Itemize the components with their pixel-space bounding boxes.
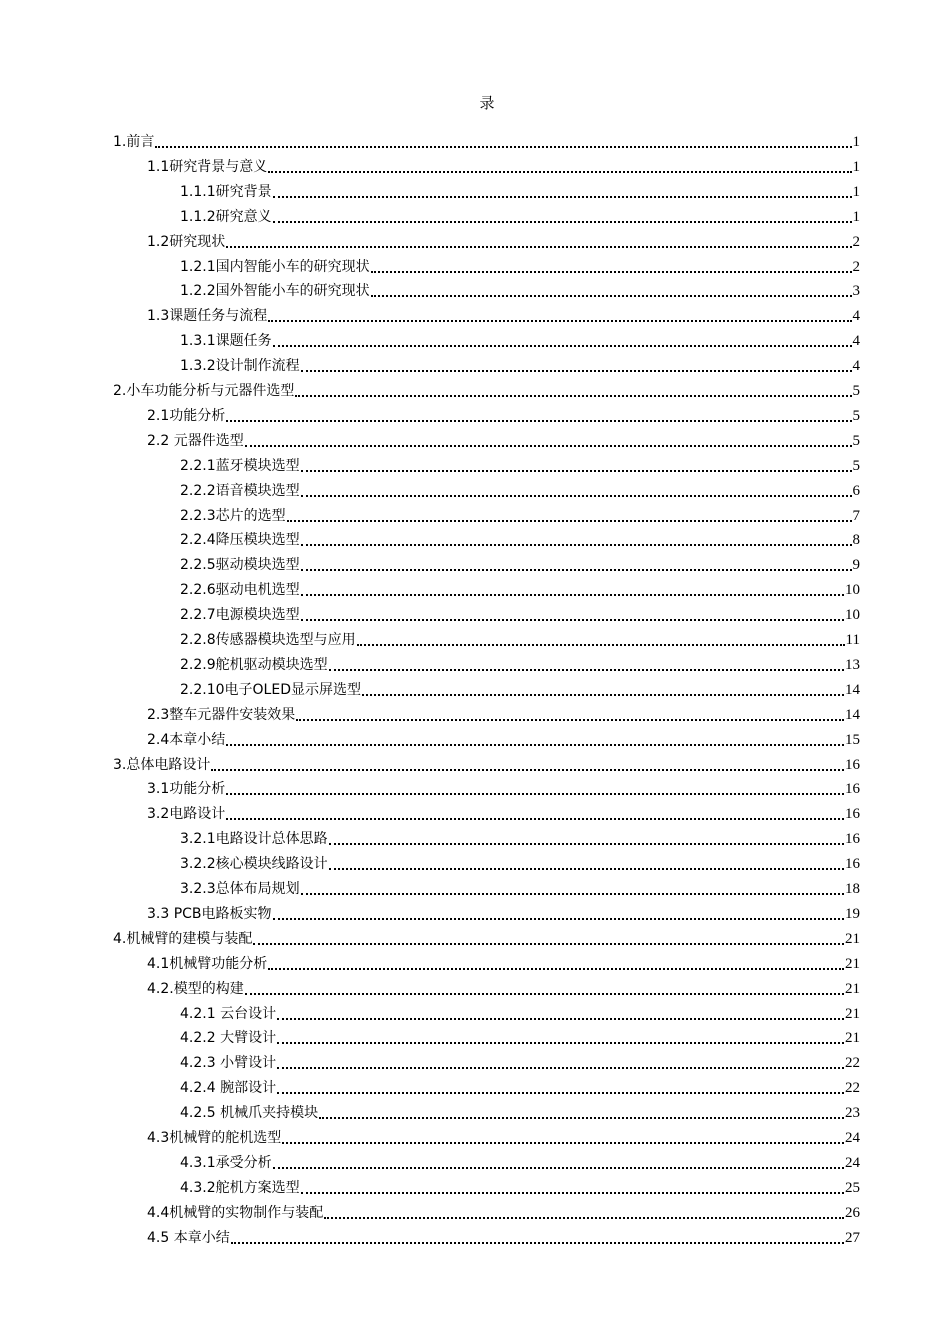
toc-entry-page-number: 5 <box>852 407 860 424</box>
dot-leader <box>231 1242 844 1244</box>
toc-entry-label: 2.2.1蓝牙模块选型 <box>180 457 300 474</box>
toc-entry-page-number: 5 <box>852 383 860 399</box>
toc-entry[interactable] <box>147 1123 860 1147</box>
toc-entry-page-number: 7 <box>852 507 860 524</box>
toc-entry-label: 4.2.2 大臂设计 <box>180 1030 277 1047</box>
toc-entry-page-number: 5 <box>852 432 860 449</box>
toc-entry-page-number: 13 <box>845 656 860 673</box>
toc-entry-label: 3.总体电路设计 <box>113 756 211 773</box>
toc-entry-label: 2.小车功能分析与元器件选型 <box>113 383 295 399</box>
toc-entry-page-number: 23 <box>845 1105 860 1122</box>
toc-entry-label: 1.前言 <box>113 134 155 150</box>
dot-leader <box>301 893 844 895</box>
toc-entry-label: 1.2.2国外智能小车的研究现状 <box>180 283 370 300</box>
toc-entry-label: 4.4机械臂的实物制作与装配 <box>147 1204 324 1221</box>
toc-entry-label: 4.2.3 小臂设计 <box>180 1055 277 1072</box>
toc-entry-label: 2.2.9舵机驱动模块选型 <box>180 656 328 673</box>
dot-leader <box>245 445 852 447</box>
dot-leader <box>301 470 852 472</box>
toc-entry[interactable] <box>147 974 860 998</box>
toc-entry-label: 2.2.7电源模块选型 <box>180 607 300 624</box>
dot-leader <box>273 196 852 198</box>
dot-leader <box>301 370 852 372</box>
toc-entry[interactable] <box>147 1198 860 1222</box>
toc-entry-page-number: 16 <box>845 856 860 873</box>
toc-entry[interactable] <box>113 376 860 400</box>
toc-entry-page-number: 1 <box>852 134 860 150</box>
toc-entry-page-number: 8 <box>852 532 860 549</box>
dot-leader <box>357 644 845 646</box>
dot-leader <box>295 395 851 397</box>
dot-leader <box>155 146 851 148</box>
toc-entry-label: 1.2.1国内智能小车的研究现状 <box>180 258 370 275</box>
toc-entry-page-number: 25 <box>845 1179 860 1196</box>
toc-entry[interactable] <box>147 899 860 923</box>
toc-entry-label: 3.2.3总体布局规划 <box>180 881 300 897</box>
toc-entry-label: 4.机械臂的建模与装配 <box>113 930 253 947</box>
dot-leader <box>371 295 852 297</box>
dot-leader <box>301 619 844 621</box>
dot-leader <box>287 520 852 522</box>
dot-leader <box>245 993 844 995</box>
toc-entry-label: 1.3.1课题任务 <box>180 333 272 350</box>
toc-entry[interactable] <box>147 725 860 749</box>
toc-entry[interactable] <box>180 1023 860 1047</box>
toc-entry-label: 2.2.4降压模块选型 <box>180 532 300 549</box>
dot-leader <box>301 569 852 571</box>
toc-entry-label: 2.1功能分析 <box>147 407 226 424</box>
toc-entry-label: 3.3 PCB电路板实物 <box>147 905 272 922</box>
toc-entry[interactable] <box>147 949 860 973</box>
dot-leader <box>362 694 844 696</box>
toc-entry[interactable] <box>180 276 860 300</box>
dot-leader <box>226 744 844 746</box>
toc-entry[interactable] <box>180 1173 860 1197</box>
toc-entry[interactable] <box>180 874 860 898</box>
toc-entry-label: 4.2.1 云台设计 <box>180 1005 277 1022</box>
dot-leader <box>329 868 844 870</box>
toc-entry[interactable] <box>180 600 860 624</box>
toc-entry-label: 4.3机械臂的舵机选型 <box>147 1130 282 1146</box>
toc-entry-page-number: 5 <box>852 457 860 474</box>
toc-entry-page-number: 10 <box>845 607 860 624</box>
toc-entry-page-number: 21 <box>845 1005 860 1022</box>
dot-leader <box>329 669 844 671</box>
dot-leader <box>226 420 851 422</box>
dot-leader <box>273 1167 844 1169</box>
toc-entry-label: 4.3.2舵机方案选型 <box>180 1179 300 1196</box>
dot-leader <box>211 769 844 771</box>
toc-entry-page-number: 19 <box>845 905 860 922</box>
toc-entry[interactable] <box>147 700 860 724</box>
toc-entry-label: 3.2.2核心模块线路设计 <box>180 856 328 873</box>
toc-entry-label: 4.1机械臂功能分析 <box>147 955 268 972</box>
toc-entry-label: 2.3整车元器件安装效果 <box>147 706 296 723</box>
toc-entry-page-number: 2 <box>852 233 860 250</box>
toc-entry-page-number: 16 <box>845 756 860 773</box>
toc-entry-label: 1.3课题任务与流程 <box>147 308 268 325</box>
toc-entry-page-number: 1 <box>852 158 860 175</box>
toc-entry[interactable] <box>147 401 860 425</box>
dot-leader <box>319 1117 844 1119</box>
dot-leader <box>301 495 852 497</box>
toc-entry[interactable] <box>147 301 860 325</box>
toc-entry-label: 3.2电路设计 <box>147 806 226 823</box>
dot-leader <box>296 719 844 721</box>
toc-entry-page-number: 24 <box>845 1154 860 1171</box>
dot-leader <box>282 1142 844 1144</box>
toc-entry[interactable] <box>180 999 860 1023</box>
dot-leader <box>301 544 852 546</box>
toc-entry-page-number: 16 <box>845 806 860 823</box>
dot-leader <box>273 918 844 920</box>
toc-entry-page-number: 21 <box>845 930 860 947</box>
dot-leader <box>268 171 851 173</box>
toc-entry-label: 4.5 本章小结 <box>147 1229 230 1246</box>
dot-leader <box>277 1067 844 1069</box>
dot-leader <box>268 320 851 322</box>
toc-entry-page-number: 4 <box>852 308 860 325</box>
toc-entry-page-number: 21 <box>845 980 860 997</box>
toc-entry-page-number: 22 <box>845 1055 860 1072</box>
toc-entry[interactable] <box>180 501 860 525</box>
toc-entry[interactable] <box>180 1098 860 1122</box>
toc-entry-label: 1.1研究背景与意义 <box>147 158 268 175</box>
toc-entry-page-number: 4 <box>852 333 860 350</box>
toc-entry-page-number: 15 <box>845 731 860 748</box>
dot-leader <box>277 1042 844 1044</box>
toc-entry[interactable] <box>113 924 860 948</box>
toc-entry[interactable] <box>147 1223 860 1247</box>
toc-entry-label: 4.3.1承受分析 <box>180 1154 272 1171</box>
dot-leader <box>329 843 844 845</box>
dot-leader <box>273 345 852 347</box>
toc-entry[interactable] <box>113 127 860 151</box>
toc-entry[interactable] <box>180 575 860 599</box>
toc-entry[interactable] <box>147 774 860 798</box>
dot-leader <box>277 1092 844 1094</box>
toc-entry-page-number: 1 <box>852 183 860 200</box>
toc-entry-page-number: 21 <box>845 1030 860 1047</box>
toc-entry[interactable] <box>180 1048 860 1072</box>
toc-entry-page-number: 26 <box>845 1204 860 1221</box>
toc-title: 录 <box>479 94 495 112</box>
toc-entry-label: 1.3.2设计制作流程 <box>180 358 300 375</box>
toc-entry[interactable] <box>147 227 860 251</box>
toc-entry-page-number: 14 <box>845 681 860 698</box>
toc-entry[interactable] <box>180 824 860 848</box>
dot-leader <box>324 1217 844 1219</box>
toc-entry-label: 2.2.10电子OLED显示屏选型 <box>180 681 361 698</box>
toc-entry[interactable] <box>180 326 860 350</box>
toc-entry[interactable] <box>113 750 860 774</box>
toc-entry-label: 4.2.5 机械爪夹持模块 <box>180 1105 319 1122</box>
toc-entry-page-number: 21 <box>845 955 860 972</box>
dot-leader <box>226 818 844 820</box>
dot-leader <box>253 943 844 945</box>
toc-entry-label: 4.2.4 腕部设计 <box>180 1080 277 1097</box>
dot-leader <box>226 793 844 795</box>
toc-entry-label: 2.2 元器件选型 <box>147 432 244 449</box>
dot-leader <box>301 1192 844 1194</box>
toc-entry-label: 1.1.1研究背景 <box>180 183 272 200</box>
dot-leader <box>226 246 851 248</box>
toc-entry-page-number: 10 <box>845 582 860 599</box>
toc-entry[interactable] <box>147 799 860 823</box>
toc-entry[interactable] <box>180 202 860 226</box>
toc-entry-page-number: 14 <box>845 706 860 723</box>
toc-entry-page-number: 6 <box>852 482 860 499</box>
dot-leader <box>371 271 852 273</box>
toc-entry-page-number: 1 <box>852 208 860 225</box>
toc-entry-label: 4.2.模型的构建 <box>147 980 244 997</box>
toc-entry[interactable] <box>180 675 860 699</box>
toc-entry-page-number: 16 <box>845 831 860 848</box>
dot-leader <box>268 968 844 970</box>
toc-entry[interactable] <box>180 177 860 201</box>
toc-entry-page-number: 16 <box>845 781 860 798</box>
toc-entry-page-number: 24 <box>845 1130 860 1146</box>
toc-entry-page-number: 2 <box>852 258 860 275</box>
toc-entry[interactable] <box>180 451 860 475</box>
toc-entry-label: 2.2.8传感器模块选型与应用 <box>180 632 356 648</box>
toc-entry-page-number: 4 <box>852 358 860 375</box>
toc-entry[interactable] <box>180 476 860 500</box>
toc-entry-page-number: 18 <box>845 881 860 897</box>
toc-entry-label: 2.2.5驱动模块选型 <box>180 557 300 574</box>
dot-leader <box>277 1018 844 1020</box>
dot-leader <box>301 594 844 596</box>
toc-entry[interactable] <box>180 252 860 276</box>
toc-entry-label: 1.2研究现状 <box>147 233 226 250</box>
toc-entry-page-number: 22 <box>845 1080 860 1097</box>
toc-entry[interactable] <box>180 625 860 649</box>
toc-entry-label: 1.1.2研究意义 <box>180 208 272 225</box>
toc-entry[interactable] <box>180 650 860 674</box>
toc-entry-page-number: 11 <box>845 632 860 648</box>
toc-entry[interactable] <box>180 525 860 549</box>
toc-entry-label: 2.2.3芯片的选型 <box>180 507 286 524</box>
toc-entry[interactable] <box>180 849 860 873</box>
toc-entry[interactable] <box>180 1073 860 1097</box>
toc-entry[interactable] <box>180 351 860 375</box>
toc-entry-label: 2.4本章小结 <box>147 731 226 748</box>
toc-entry-page-number: 9 <box>852 557 860 574</box>
toc-entry-label: 2.2.6驱动电机选型 <box>180 582 300 599</box>
toc-entry-label: 2.2.2语音模块选型 <box>180 482 300 499</box>
toc-entry[interactable] <box>147 426 860 450</box>
toc-entry-page-number: 27 <box>845 1229 860 1246</box>
toc-entry[interactable] <box>180 1148 860 1172</box>
toc-entry[interactable] <box>147 152 860 176</box>
toc-entry-label: 3.2.1电路设计总体思路 <box>180 831 328 848</box>
toc-entry-label: 3.1功能分析 <box>147 781 226 798</box>
toc-entry-page-number: 3 <box>852 283 860 300</box>
dot-leader <box>273 221 852 223</box>
toc-entry[interactable] <box>180 550 860 574</box>
